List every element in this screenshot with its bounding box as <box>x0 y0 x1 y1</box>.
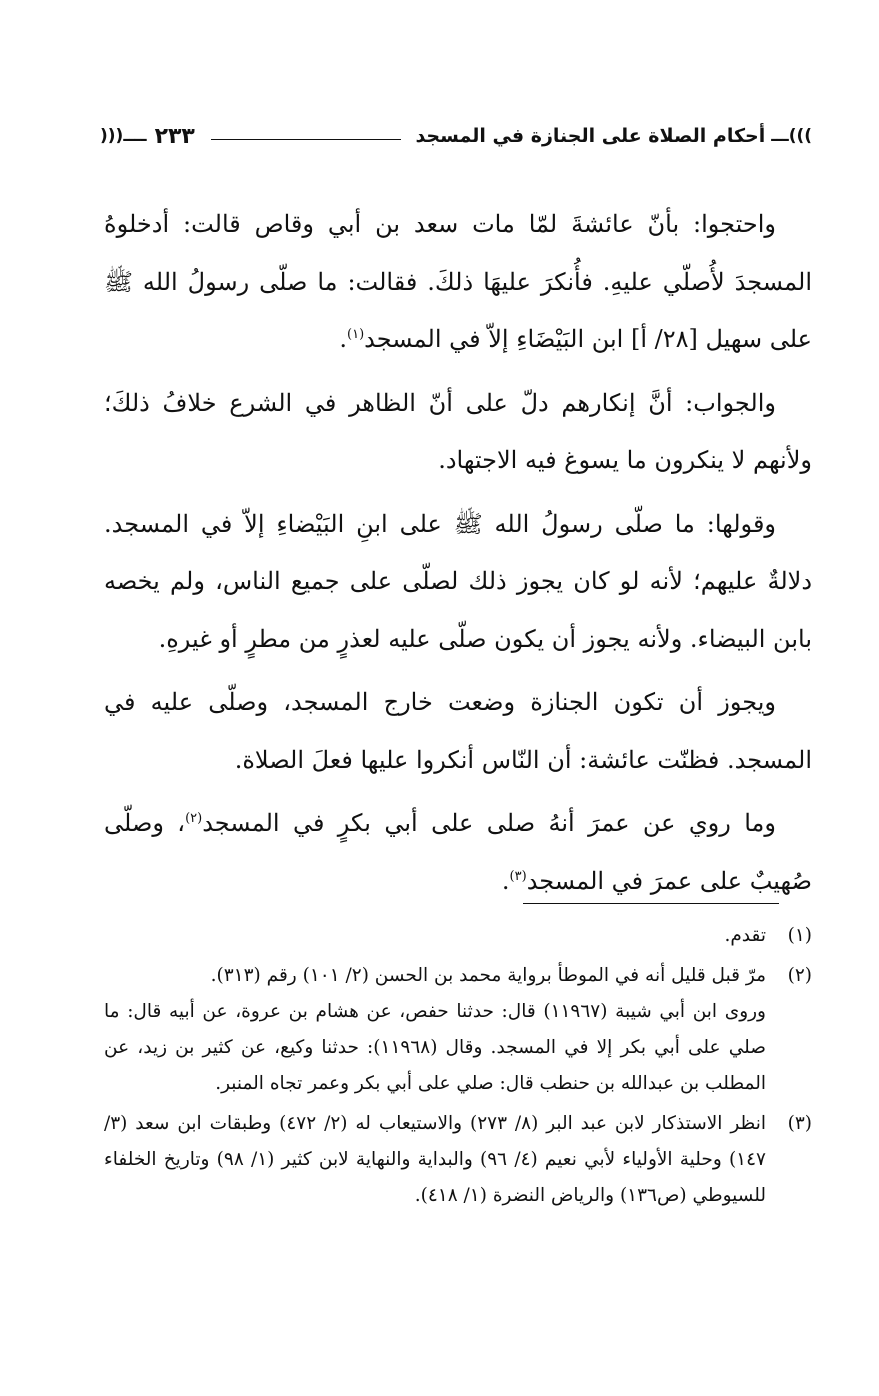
paragraph: والجواب: أنَّ إنكارهم دلّ على أنّ الظاهر في الشرع خلافُ ذلكَ؛ ولأنهم لا ينكرون ما يسوغ فيه الاجتهاد. <box>104 388 812 474</box>
header-title: أحكام الصلاة على الجنازة في المسجد <box>415 125 766 147</box>
header-ornament-left: )))ــــ <box>100 126 147 146</box>
footnote-number: (٣) <box>787 1113 812 1134</box>
running-header <box>100 116 812 156</box>
footnote-text: تقدم. <box>724 925 766 946</box>
footnote-number: (٢) <box>787 965 812 986</box>
paragraph: وقولها: ما صلّى رسولُ الله ﷺ على ابنِ البَيْضاءِ إلاّ في المسجد. دلالةٌ عليهم؛ لأنه لو كان يجوز ذلك لصلّى على جميع الناس، ولم يخصه بابن البيضاء. ولأنه يجوز أن يكون صلّى عليه لعذرٍ من مطرٍ أو غيرهِ. <box>104 509 812 653</box>
paragraph: ويجوز أن تكون الجنازة وضعت خارج المسجد، وصلّى عليه في المسجد. فظنّت عائشة: أن النّاس أنكروا عليها فعلَ الصلاة. <box>104 688 812 774</box>
footnotes <box>104 918 812 1218</box>
paragraph: وما روي عن عمرَ أنهُ صلى على أبي بكرٍ في المسجد$^{(٢)}$، وصلّى صُهيبٌ على عمرَ في المسجد$^{(٣)}$. <box>104 809 812 895</box>
header-ornament-right: ـــ((( <box>771 126 812 146</box>
main-text <box>104 196 812 916</box>
footnote-text: مرّ قبل قليل أنه في الموطأ برواية محمد بن الحسن (٢/ ١٠١) رقم (٣١٣). وروى ابن أبي شيبة (١١٩٦٧) قال: حدثنا حفص، عن هشام بن عروة، عن أبيه قال: ما صلي على أبي بكر إلا في المسجد. وقال (١١٩٦٨): حدثنا وكيع، عن كثير بن زيد، عن المطلب بن عبدالله بن حنطب قال: صلي على أبي بكر وعمر تجاه المنبر. <box>104 965 766 1094</box>
footnote <box>104 1106 812 1214</box>
footnote <box>104 958 812 1102</box>
footnote-ref[interactable]: (١) <box>347 327 365 342</box>
footnote-ref[interactable]: (٣) <box>509 868 527 884</box>
footnote-ref[interactable]: (٢) <box>185 811 203 826</box>
paragraph: واحتجوا: بأنّ عائشةَ لمّا مات سعد بن أبي وقاص قالت: أدخلوهُ المسجدَ لأُصلّي عليهِ. فأُنكرَ عليهَا ذلكَ. فقالت: ما صلّى رسولُ الله ﷺ على سهيل [٢٨/ أ] ابن البَيْضَاءِ إلاّ في المسجد$^{(١)}$. <box>104 210 812 353</box>
page-number: ٢٣٣ <box>154 123 195 149</box>
header-rule <box>211 139 402 140</box>
footnote-separator <box>523 903 779 904</box>
footnote-number: (١) <box>787 925 812 946</box>
footnote <box>104 918 812 954</box>
footnote-text: انظر الاستذكار لابن عبد البر (٨/ ٢٧٣) والاستيعاب له (٢/ ٤٧٢) وطبقات ابن سعد (٣/ ١٤٧) وحلية الأولياء لأبي نعيم (٤/ ٩٦) والبداية والنهاية لابن كثير (١/ ٩٨) وتاريخ الخلفاء للسيوطي (ص١٣٦) والرياض النضرة (١/ ٤١٨). <box>104 1113 767 1206</box>
